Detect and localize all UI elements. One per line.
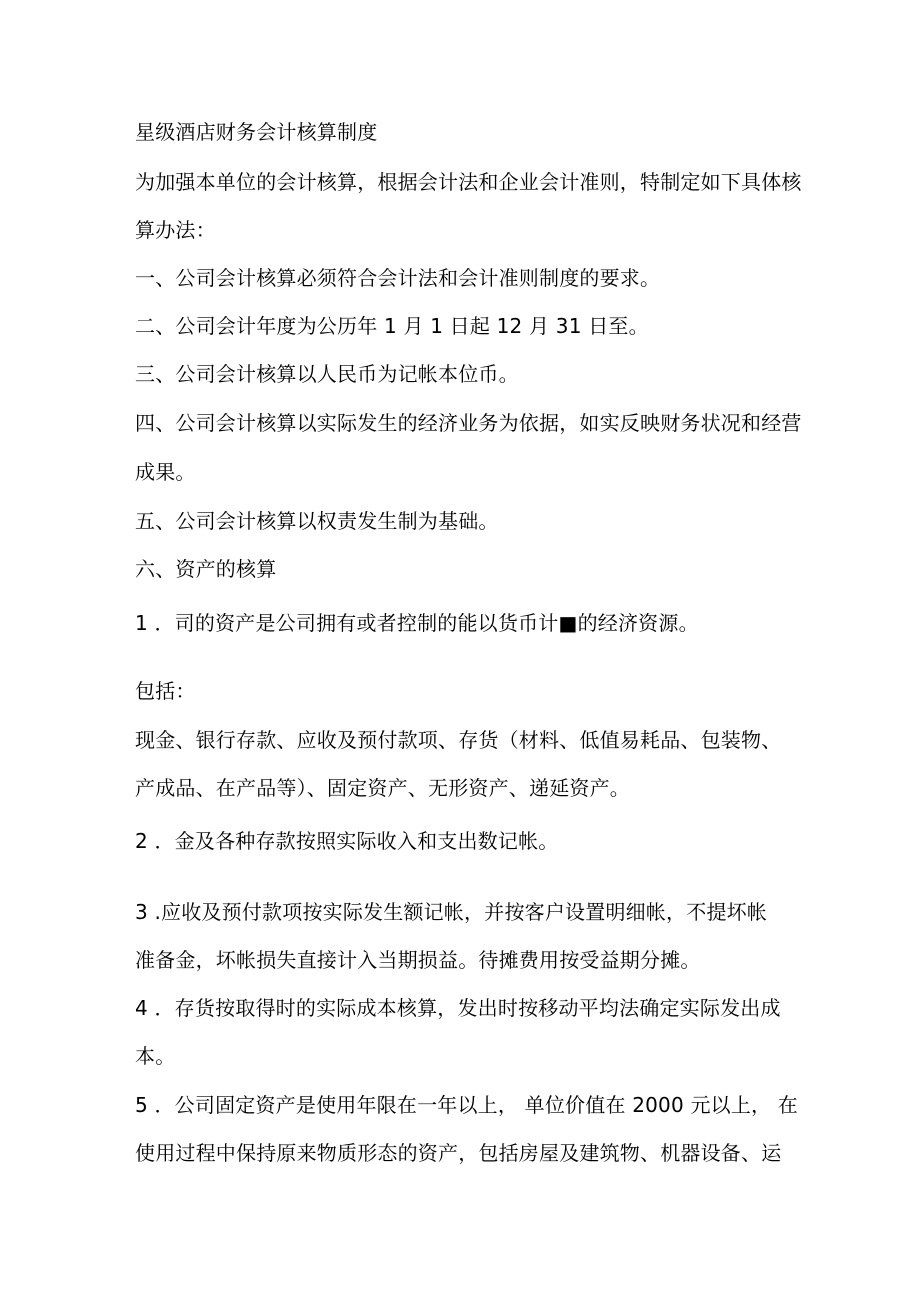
paragraph-line: 四、公司会计核算以实际发生的经济业务为依据，如实反映财务状况和经营	[135, 411, 802, 435]
paragraph-line: 为加强本单位的会计核算，根据会计法和企业会计准则，特制定如下具体核	[135, 170, 802, 194]
list-item: 5 ．公司固定资产是使用年限在一年以上， 单位价值在 2000 元以上， 在	[135, 1093, 799, 1117]
list-item: 1 ．司的资产是公司拥有或者控制的能以货币计■的经济资源。	[135, 611, 699, 635]
paragraph-line: 本。	[135, 1044, 176, 1068]
paragraph-line: 三、公司会计核算以人民币为记帐本位币。	[135, 362, 519, 386]
paragraph-line: 产成品、在产品等）、固定资产、无形资产、递延资产。	[135, 776, 630, 800]
paragraph-line: 成果。	[135, 460, 196, 484]
paragraph-line: 算办法：	[135, 218, 216, 242]
paragraph-line: 包括：	[135, 679, 196, 703]
paragraph-line: 现金、银行存款、应收及预付款项、存货（材料、低值易耗品、包装物、	[135, 728, 782, 752]
paragraph-line: 一、公司会计核算必须符合会计法和会计准则制度的要求。	[135, 266, 661, 290]
list-item: 3 .应收及预付款项按实际发生额记帐，并按客户设置明细帐，不提坏帐	[135, 900, 768, 924]
paragraph-line: 使用过程中保持原来物质形态的资产，包括房屋及建筑物、机器设备、运	[135, 1141, 782, 1165]
paragraph-line: 二、公司会计年度为公历年 1 月 1 日起 12 月 31 日至。	[135, 314, 649, 338]
list-item: 2 ．金及各种存款按照实际收入和支出数记帐。	[135, 829, 559, 853]
section-heading: 六、资产的核算	[135, 557, 277, 581]
paragraph-line: 五、公司会计核算以权责发生制为基础。	[135, 509, 499, 533]
document-title: 星级酒店财务会计核算制度	[135, 120, 378, 144]
list-item: 4 ．存货按取得时的实际成本核算，发出时按移动平均法确定实际发出成	[135, 996, 781, 1020]
paragraph-line: 准备金，坏帐损失直接计入当期损益。待摊费用按受益期分摊。	[135, 948, 701, 972]
